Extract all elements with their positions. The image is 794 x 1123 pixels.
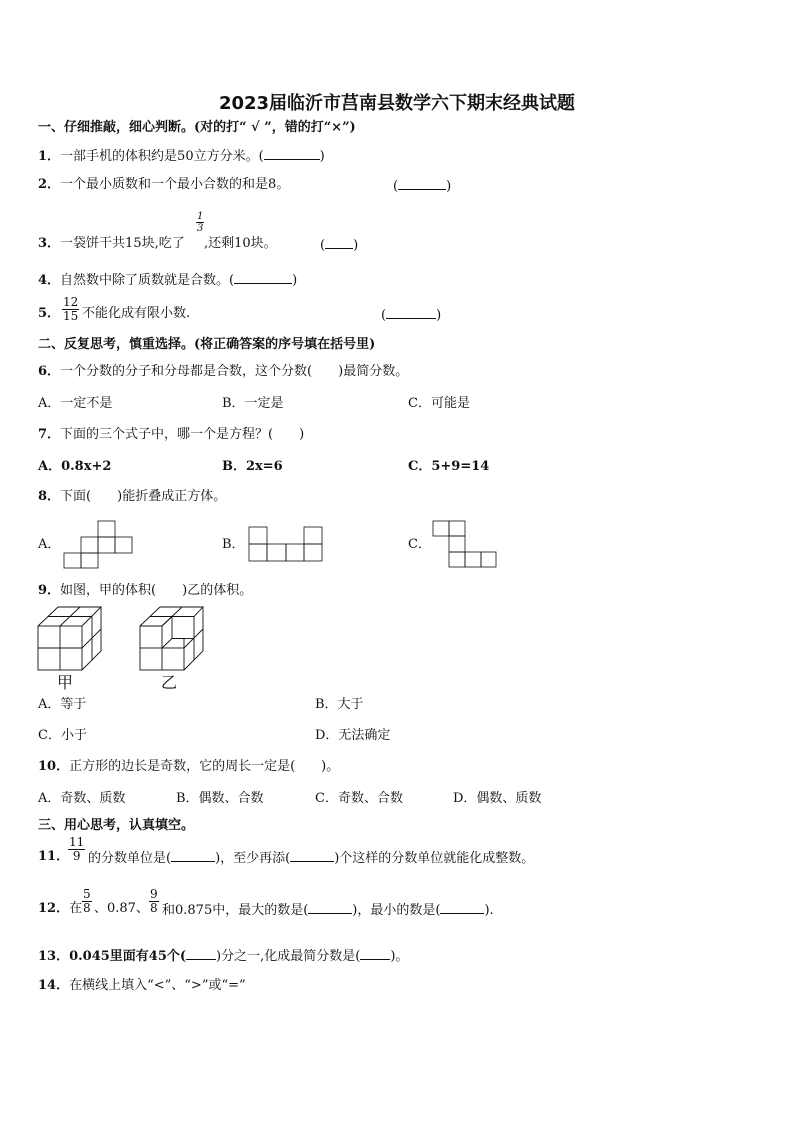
question-text: 一部手机的体积约是50立方分米。( bbox=[60, 149, 264, 164]
question-3 bbox=[38, 236, 185, 252]
question-text: 在横线上填入“<”、“>”或“=” bbox=[69, 978, 246, 993]
question-7 bbox=[38, 427, 304, 443]
question-11-fraction bbox=[66, 836, 87, 863]
close-paren: ) bbox=[446, 179, 452, 194]
question-10 bbox=[38, 759, 339, 775]
net-square bbox=[481, 552, 496, 567]
question-3-fraction bbox=[194, 211, 206, 234]
answer-blank[interactable] bbox=[308, 901, 352, 914]
question-number: 7． bbox=[38, 427, 61, 442]
answer-blank[interactable] bbox=[186, 947, 216, 960]
open-paren: ( bbox=[320, 238, 326, 253]
answer-blank[interactable] bbox=[360, 947, 390, 960]
page-title: 2023届临沂市莒南县数学六下期末经典试题 bbox=[218, 93, 576, 114]
fraction bbox=[68, 836, 85, 863]
answer-blank[interactable] bbox=[440, 901, 484, 914]
question-number: 6． bbox=[38, 364, 61, 379]
fraction bbox=[149, 888, 159, 915]
question-number: 14． bbox=[38, 978, 70, 993]
question-number: 4． bbox=[38, 273, 61, 288]
denominator: 8 bbox=[83, 901, 91, 915]
net-square bbox=[465, 552, 481, 567]
question-5-fraction bbox=[60, 296, 81, 323]
net-square bbox=[81, 553, 98, 568]
numerator: 11 bbox=[69, 835, 85, 849]
fraction bbox=[82, 888, 92, 915]
net-square bbox=[64, 553, 81, 568]
answer-blank[interactable] bbox=[398, 177, 446, 190]
question-12-text: 和0.875中，最大的数是( )，最小的数是( ). bbox=[162, 903, 494, 918]
figure-label-jia: 甲 bbox=[57, 673, 74, 692]
question-12-fraction-2 bbox=[147, 888, 161, 915]
cube-net-c bbox=[432, 520, 498, 568]
close-paren: ) bbox=[319, 149, 325, 164]
option-a[interactable]: A．奇数、质数 bbox=[38, 791, 126, 806]
question-14 bbox=[38, 978, 246, 994]
question-number: 2． bbox=[38, 177, 61, 192]
figure-label-yi: 乙 bbox=[161, 673, 178, 692]
question-number: 5． bbox=[38, 306, 61, 321]
question-12-number: 12．在 bbox=[38, 901, 83, 916]
close-paren: ) bbox=[436, 308, 442, 323]
question-number: 1． bbox=[38, 149, 61, 164]
question-text: 如图，甲的体积( )乙的体积。 bbox=[60, 583, 253, 598]
cube-net-b bbox=[248, 526, 324, 562]
section1-heading: 一、仔细推敲，细心判断。(对的打“ √ ”，错的打“×”) bbox=[38, 120, 356, 135]
option-d[interactable]: D．无法确定 bbox=[315, 728, 391, 743]
close-paren: ) bbox=[353, 238, 359, 253]
question-number: 8． bbox=[38, 489, 61, 504]
option-d[interactable]: D．偶数、质数 bbox=[453, 791, 542, 806]
question-text: 下面( )能折叠成正方体。 bbox=[60, 489, 227, 504]
fraction bbox=[196, 211, 204, 234]
denominator: 9 bbox=[72, 849, 81, 863]
close-paren: ) bbox=[292, 273, 298, 288]
option-c[interactable]: C．奇数、合数 bbox=[315, 791, 403, 806]
question-text-b: ,还剩10块。 bbox=[204, 236, 277, 251]
question-text: 一个最小质数和一个最小合数的和是8。 bbox=[60, 177, 290, 192]
open-paren: ( bbox=[393, 179, 399, 194]
numerator: 9 bbox=[150, 887, 158, 901]
solid-yi-figure bbox=[139, 606, 205, 672]
option-c[interactable]: C．可能是 bbox=[408, 396, 470, 411]
question-text: 一个分数的分子和分母都是合数，这个分数( )最简分数。 bbox=[60, 364, 409, 379]
answer-blank[interactable] bbox=[290, 849, 334, 862]
answer-blank[interactable] bbox=[386, 306, 436, 319]
option-a[interactable]: A． bbox=[38, 537, 61, 552]
option-a[interactable]: A．等于 bbox=[38, 697, 87, 712]
question-12-fraction-1 bbox=[80, 888, 94, 915]
denominator: 3 bbox=[197, 223, 204, 234]
question-4 bbox=[38, 271, 297, 289]
question-12-text-b: 、0.87、 bbox=[94, 901, 149, 916]
option-c[interactable]: C．5+9=14 bbox=[408, 459, 490, 474]
question-text-a: 一袋饼干共15块,吃了 bbox=[60, 236, 185, 251]
question-text: 下面的三个式子中，哪一个是方程？( ) bbox=[60, 427, 305, 442]
net-square bbox=[81, 537, 98, 553]
question-13: 13．0.045里面有45个( )分之一,化成最简分数是( )。 bbox=[38, 949, 409, 964]
net-square bbox=[433, 521, 449, 536]
question-9 bbox=[38, 583, 252, 599]
option-b[interactable]: B． bbox=[222, 537, 245, 552]
question-3-rest bbox=[204, 236, 277, 252]
net-square bbox=[249, 527, 267, 544]
question-3-answer bbox=[320, 236, 358, 254]
question-number: 3． bbox=[38, 236, 61, 251]
net-square bbox=[286, 544, 304, 561]
net-square bbox=[449, 552, 465, 567]
net-square bbox=[267, 544, 286, 561]
question-11-text: 的分数单位是( )，至少再添( )个这样的分数单位就能化成整数。 bbox=[88, 851, 535, 866]
cube-net-a bbox=[63, 520, 135, 568]
question-1 bbox=[38, 147, 325, 165]
question-5-text: 不能化成有限小数. bbox=[82, 306, 191, 321]
question-text: 正方形的边长是奇数，它的周长一定是( )。 bbox=[69, 759, 340, 774]
question-number: 13． bbox=[38, 949, 70, 964]
question-number: 9． bbox=[38, 583, 61, 598]
question-6 bbox=[38, 364, 408, 380]
net-square bbox=[98, 521, 115, 537]
solid-jia-figure bbox=[37, 606, 103, 672]
option-c[interactable]: C． bbox=[408, 537, 431, 552]
answer-blank[interactable] bbox=[171, 849, 215, 862]
net-square bbox=[304, 527, 322, 544]
net-square bbox=[98, 537, 115, 553]
option-a[interactable]: A．一定不是 bbox=[38, 396, 113, 411]
net-square bbox=[249, 544, 267, 561]
answer-blank[interactable] bbox=[264, 147, 320, 160]
option-b[interactable]: B．偶数、合数 bbox=[176, 791, 264, 806]
fraction bbox=[62, 296, 79, 323]
question-text: 自然数中除了质数就是合数。( bbox=[60, 273, 235, 288]
open-paren: ( bbox=[381, 308, 387, 323]
answer-blank[interactable] bbox=[325, 236, 353, 249]
question-2 bbox=[38, 177, 289, 193]
question-5-answer bbox=[381, 306, 441, 324]
question-8 bbox=[38, 489, 226, 505]
denominator: 15 bbox=[63, 309, 79, 323]
section3-heading: 三、用心思考，认真填空。 bbox=[38, 818, 195, 833]
numerator: 1 bbox=[197, 211, 204, 222]
option-b[interactable]: B．一定是 bbox=[222, 396, 284, 411]
option-a[interactable]: A．0.8x+2 bbox=[38, 459, 112, 474]
question-2-answer bbox=[393, 177, 451, 195]
denominator: 8 bbox=[150, 901, 158, 915]
option-b[interactable]: B．2x=6 bbox=[222, 459, 283, 474]
answer-blank[interactable] bbox=[234, 271, 292, 284]
question-number: 10． bbox=[38, 759, 70, 774]
option-b[interactable]: B．大于 bbox=[315, 697, 364, 712]
section2-heading: 二、反复思考，慎重选择。(将正确答案的序号填在括号里) bbox=[38, 337, 376, 352]
option-c[interactable]: C．小于 bbox=[38, 728, 87, 743]
question-5 bbox=[38, 306, 60, 322]
net-square bbox=[115, 537, 132, 553]
net-square bbox=[304, 544, 322, 561]
numerator: 5 bbox=[83, 887, 91, 901]
numerator: 12 bbox=[63, 295, 79, 309]
net-square bbox=[449, 536, 465, 552]
net-square bbox=[449, 521, 465, 536]
question-11-number: 11． bbox=[38, 849, 70, 864]
